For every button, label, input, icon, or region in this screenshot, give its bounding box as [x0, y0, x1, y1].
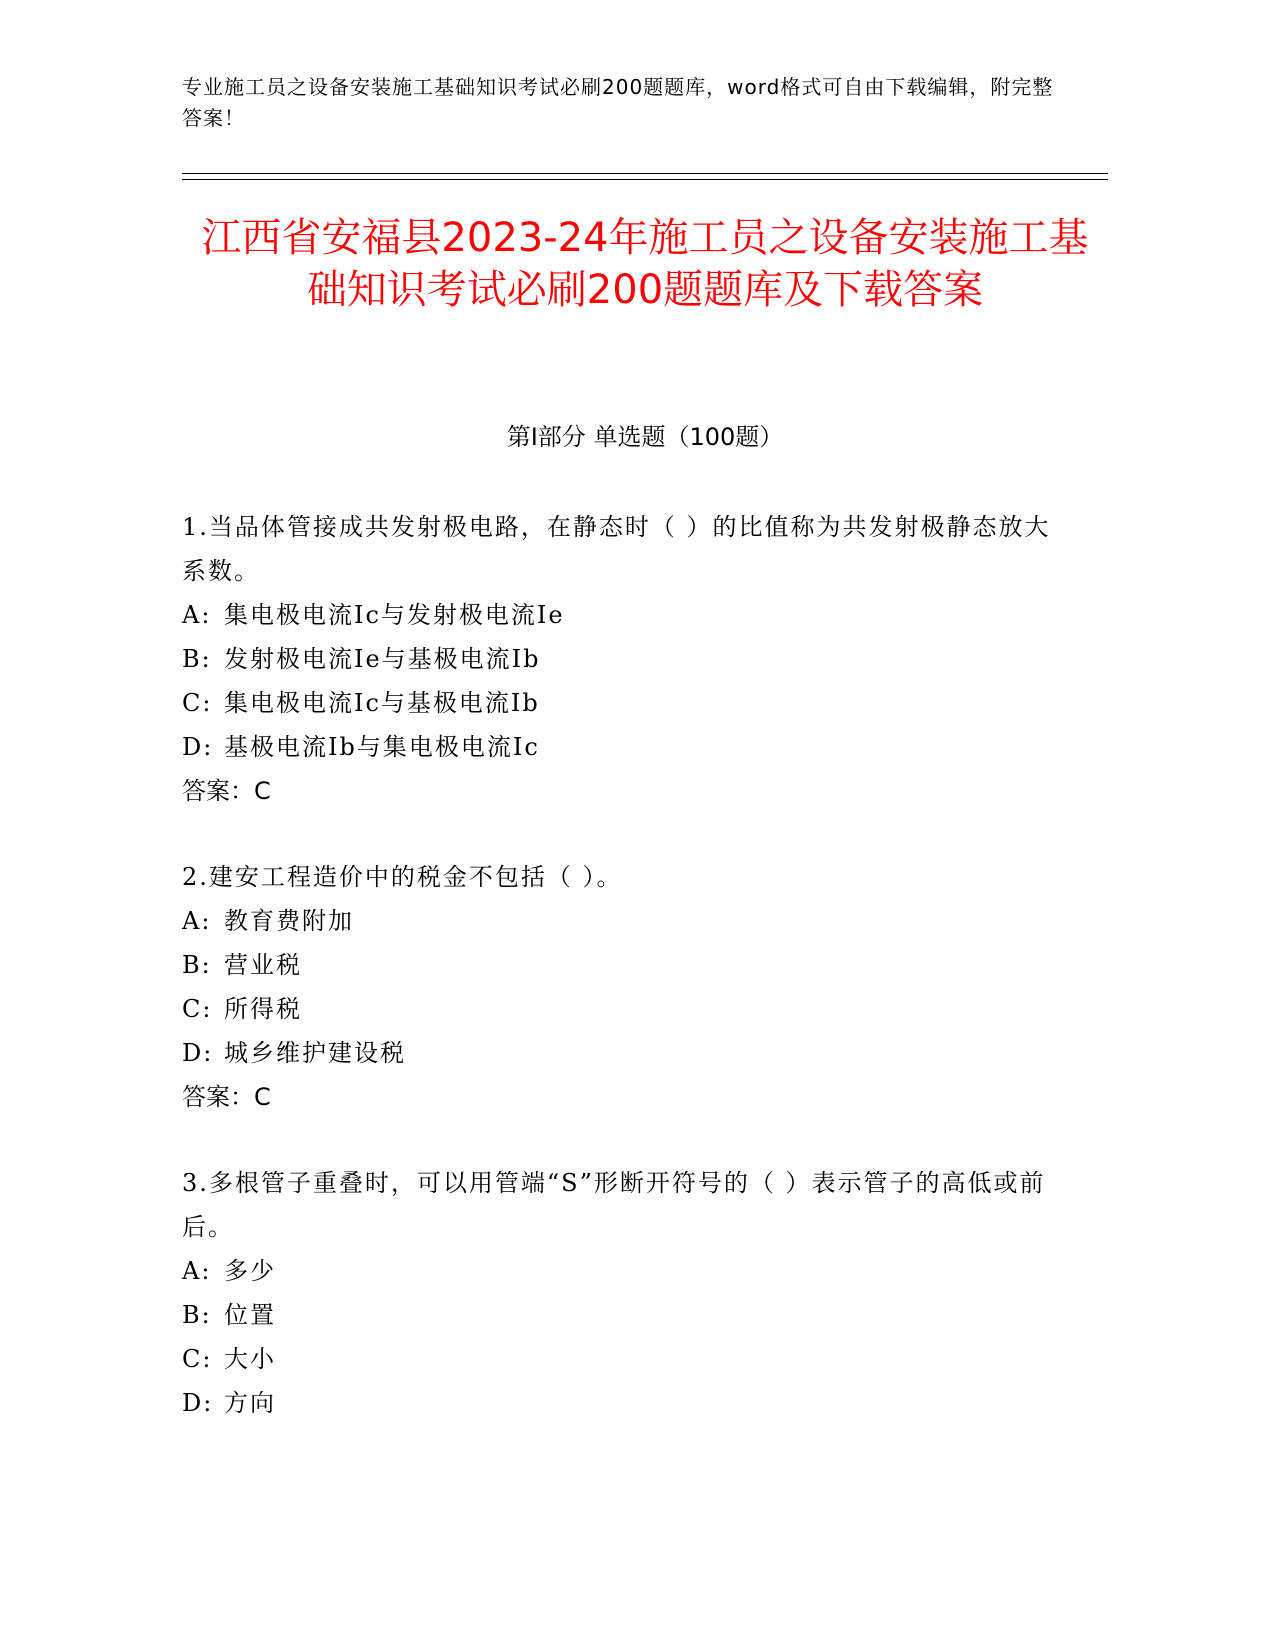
option-a: [182, 593, 1062, 637]
option-d: [182, 725, 1062, 769]
header-note: 专业施工员之设备安装施工基础知识考试必刷200题题库，word格式可自由下载编辑，附完整答案！: [182, 75, 1054, 130]
option-b: [182, 1293, 1062, 1337]
option-letter: D:: [182, 1039, 214, 1067]
option-text: 方向: [224, 1389, 276, 1417]
option-text: 教育费附加: [224, 907, 354, 935]
option-letter: C:: [182, 995, 213, 1023]
option-text: 集电极电流Ic与发射极电流Ie: [224, 601, 565, 629]
option-text: 集电极电流Ic与基极电流Ib: [224, 689, 540, 717]
option-text: 位置: [224, 1301, 276, 1329]
question-stem: 1.当品体管接成共发射极电路，在静态时（ ）的比值称为共发射极静态放大系数。: [182, 513, 1051, 585]
option-d: [182, 1381, 1062, 1425]
question-3: [182, 1161, 1062, 1425]
option-letter: C:: [182, 689, 213, 717]
option-a: [182, 899, 1062, 943]
option-letter: D:: [182, 733, 214, 761]
option-b: [182, 943, 1062, 987]
option-d: [182, 1031, 1062, 1075]
option-a: [182, 1249, 1062, 1293]
option-letter: D:: [182, 1389, 214, 1417]
question-stem: 2.建安工程造价中的税金不包括（ ）。: [182, 863, 623, 891]
option-text: 城乡维护建设税: [224, 1039, 406, 1067]
option-letter: B:: [182, 951, 212, 979]
header-divider-bottom: [182, 179, 1108, 180]
question-list: [182, 505, 1062, 1467]
option-letter: A:: [182, 1257, 212, 1285]
question-2: [182, 855, 1062, 1119]
option-b: [182, 637, 1062, 681]
option-text: 所得税: [224, 995, 302, 1023]
option-text: 多少: [224, 1257, 276, 1285]
question-1: [182, 505, 1062, 813]
option-letter: C:: [182, 1345, 213, 1373]
option-c: [182, 1337, 1062, 1381]
option-c: [182, 987, 1062, 1031]
option-text: 大小: [224, 1345, 276, 1373]
option-letter: B:: [182, 645, 212, 673]
option-text: 营业税: [224, 951, 302, 979]
option-c: [182, 681, 1062, 725]
section-title: 第Ⅰ部分 单选题（100题）: [506, 423, 784, 451]
document-title: 江西省安福县2023-24年施工员之设备安装施工基础知识考试必刷200题题库及下载答案: [201, 215, 1089, 313]
option-letter: A:: [182, 907, 212, 935]
option-letter: B:: [182, 1301, 212, 1329]
header-divider-top: [182, 173, 1108, 174]
question-stem: 3.多根管子重叠时，可以用管端“S”形断开符号的（ ）表示管子的高低或前后。: [182, 1169, 1046, 1241]
option-text: 发射极电流Ie与基极电流Ib: [224, 645, 541, 673]
answer-line: 答案：C: [182, 1083, 271, 1111]
option-letter: A:: [182, 601, 212, 629]
answer-line: 答案：C: [182, 777, 271, 805]
option-text: 基极电流Ib与集电极电流Ic: [224, 733, 540, 761]
